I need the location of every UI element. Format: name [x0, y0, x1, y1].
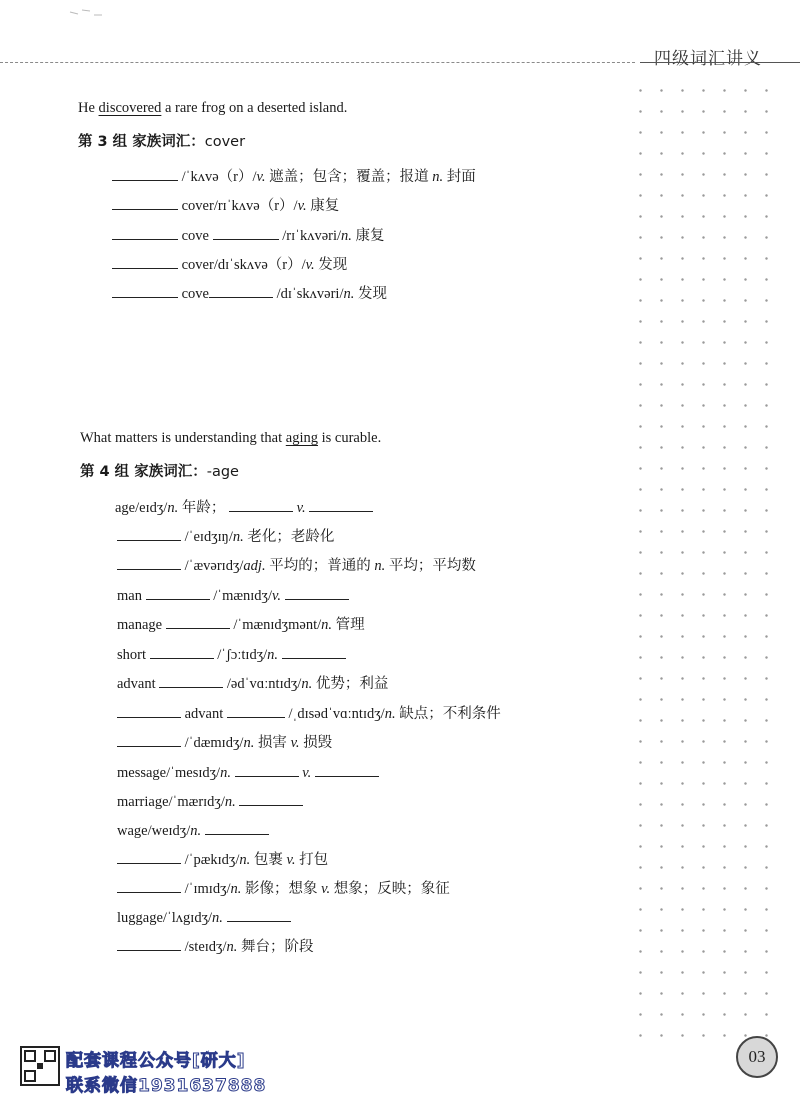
vocab-row: short /ˈʃɔːtɪdʒ/n. [117, 645, 346, 664]
fill-blank[interactable] [112, 255, 178, 269]
group-heading-4: 第 4 组 家族词汇：-age [80, 464, 239, 480]
fill-blank[interactable] [117, 733, 181, 747]
vocab-row: /ˈævərɪdʒ/adj. 平均的；普通的 n. 平均；平均数 [117, 556, 476, 575]
fill-blank[interactable] [227, 704, 285, 718]
vocab-row: /steɪdʒ/n. 舞台；阶段 [117, 937, 314, 956]
vocab-row: /ˈkʌvə（r）/v. 遮盖；包含；覆盖；报道 n. 封面 [112, 167, 476, 186]
vocab-row: message/ˈmesɪdʒ/n. v. [117, 763, 379, 782]
fill-blank[interactable] [117, 704, 181, 718]
underlined-word: aging [285, 430, 318, 446]
fill-blank[interactable] [229, 498, 293, 512]
fill-blank[interactable] [117, 850, 181, 864]
promo-line-1: 配套课程公众号[研大] [66, 1051, 246, 1071]
corner-scan-mark [68, 6, 104, 20]
underlined-word: discovered [98, 100, 162, 116]
vocab-row: cove /dɪˈskʌvəri/n. 发现 [112, 284, 387, 303]
example-sentence-3: He discovered a rare frog on a deserted island. [78, 100, 348, 116]
fill-blank[interactable] [166, 615, 230, 629]
promo-line-2: 联系微信1931637888 [66, 1076, 267, 1096]
vocab-row: cover/dɪˈskʌvə（r）/v. 发现 [112, 255, 347, 274]
fill-blank[interactable] [205, 821, 269, 835]
vocab-row: /ˈdæmɪdʒ/n. 损害 v. 损毁 [117, 733, 332, 752]
qr-code-icon [20, 1046, 60, 1086]
fill-blank[interactable] [112, 284, 178, 298]
fill-blank[interactable] [117, 527, 181, 541]
fill-blank[interactable] [309, 498, 373, 512]
vocab-row: wage/weɪdʒ/n. [117, 821, 269, 840]
vocab-row: cover/rɪˈkʌvə（r）/v. 康复 [112, 196, 339, 215]
header-divider [0, 62, 635, 63]
vocab-row: /ˈeɪdʒɪŋ/n. 老化；老龄化 [117, 527, 334, 546]
dot-grid-decoration [630, 80, 780, 1040]
vocab-row: advant /ədˈvɑːntɪdʒ/n. 优势；利益 [117, 676, 389, 692]
fill-blank[interactable] [112, 167, 178, 181]
header-divider-solid [640, 62, 800, 63]
vocab-row: /ˈɪmɪdʒ/n. 影像；想象 v. 想象；反映；象征 [117, 879, 450, 898]
fill-blank[interactable] [239, 792, 303, 806]
fill-blank[interactable] [227, 908, 291, 922]
fill-blank[interactable] [315, 763, 379, 777]
vocab-row: /ˈpækɪdʒ/n. 包裹 v. 打包 [117, 850, 328, 869]
group-heading-3: 第 3 组 家族词汇：cover [78, 134, 246, 150]
example-sentence-4: What matters is understanding that aging is curable. [80, 430, 382, 446]
fill-blank[interactable] [146, 586, 210, 600]
fill-blank[interactable] [213, 226, 279, 240]
fill-blank[interactable] [117, 556, 181, 570]
fill-blank[interactable] [235, 763, 299, 777]
header-title: 四级词汇讲义 [654, 49, 762, 69]
fill-blank[interactable] [150, 645, 214, 659]
fill-blank[interactable] [282, 645, 346, 659]
vocab-row: manage /ˈmænɪdʒmənt/n. 管理 [117, 617, 365, 633]
fill-blank[interactable] [209, 284, 273, 298]
fill-blank[interactable] [112, 196, 178, 210]
vocab-row: marriage/ˈmærɪdʒ/n. [117, 792, 303, 811]
fill-blank[interactable] [117, 879, 181, 893]
fill-blank[interactable] [285, 586, 349, 600]
fill-blank[interactable] [159, 674, 223, 688]
page-number-badge: 03 [736, 1036, 778, 1078]
vocab-row: advant /ˌdɪsədˈvɑːntɪdʒ/n. 缺点；不利条件 [117, 704, 501, 723]
fill-blank[interactable] [112, 226, 178, 240]
vocab-row: man /ˈmænɪdʒ/v. [117, 586, 349, 605]
vocab-row: cove /rɪˈkʌvəri/n. 康复 [112, 226, 385, 245]
vocab-row: age/eɪdʒ/n. 年龄； v. [115, 498, 373, 517]
fill-blank[interactable] [117, 937, 181, 951]
vocab-row: luggage/ˈlʌgɪdʒ/n. [117, 908, 291, 927]
